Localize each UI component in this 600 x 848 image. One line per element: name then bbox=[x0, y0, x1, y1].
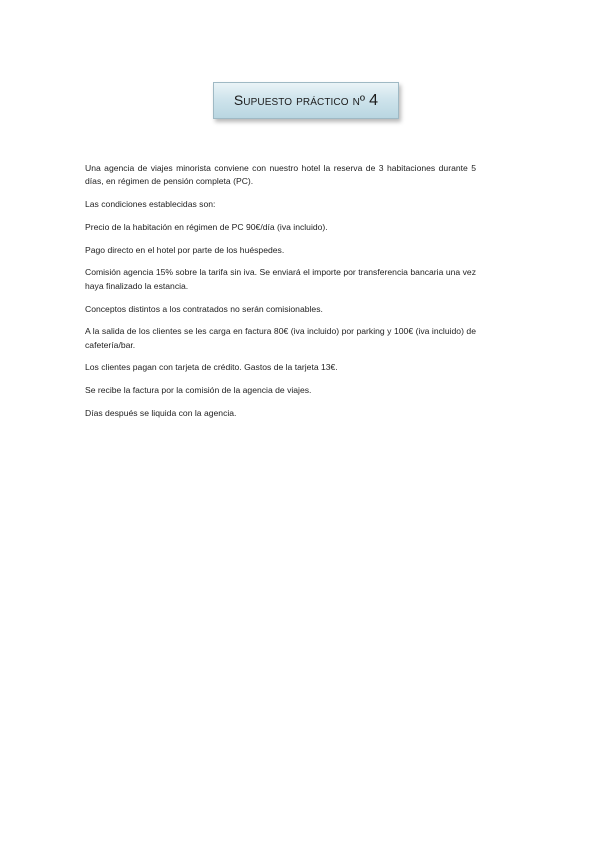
paragraph-settlement: Días después se liquida con la agencia. bbox=[85, 408, 237, 419]
page-title bbox=[234, 92, 378, 110]
paragraph-conditions-heading: Las condiciones establecidas son: bbox=[85, 199, 216, 210]
title-box bbox=[213, 82, 399, 119]
paragraph-payment: Pago directo en el hotel por parte de los huéspedes. bbox=[85, 244, 285, 255]
paragraph-commission: Comisión agencia 15% sobre la tarifa sin iva. Se enviará el importe por transferencia bancaria una vez haya finalizado la estancia. bbox=[85, 267, 476, 291]
document-body bbox=[85, 162, 476, 430]
paragraph-non-commissionable: Conceptos distintos a los contratados no serán comisionables. bbox=[85, 303, 323, 314]
title-number: 4 bbox=[369, 91, 379, 109]
paragraph-room-price: Precio de la habitación en régimen de PC 90€/día (iva incluido). bbox=[85, 221, 328, 232]
paragraph-extra-charges: A la salida de los clientes se les carga en factura 80€ (iva incluido) por parking y 100€ (iva incluido) de cafetería/bar. bbox=[85, 326, 476, 350]
paragraph-invoice: Se recibe la factura por la comisión de la agencia de viajes. bbox=[85, 385, 312, 396]
paragraph-intro: Una agencia de viajes minorista conviene con nuestro hotel la reserva de 3 habitaciones durante 5 días, en régimen de pensión completa (PC). bbox=[85, 163, 476, 187]
paragraph-card-payment: Los clientes pagan con tarjeta de crédito. Gastos de la tarjeta 13€. bbox=[85, 362, 338, 373]
title-main: Supuesto práctico nº bbox=[233, 91, 366, 108]
